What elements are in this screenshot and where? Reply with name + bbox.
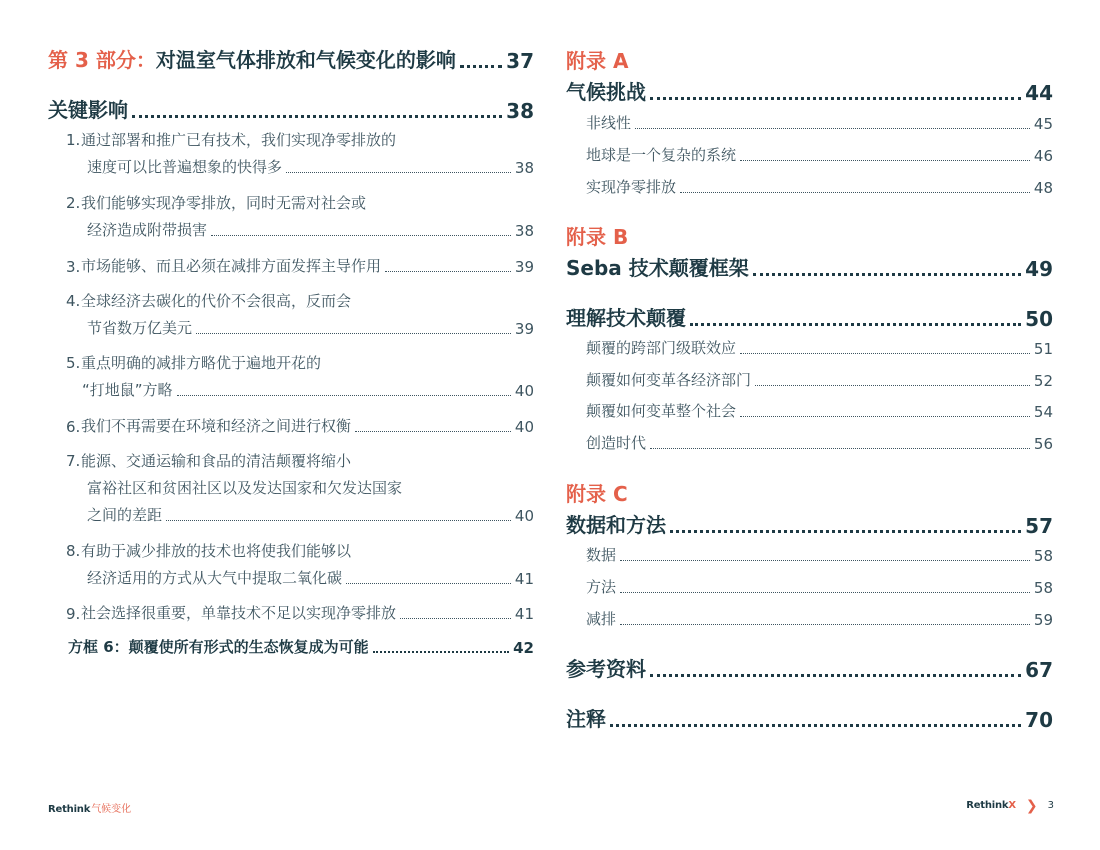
leader-dots: [385, 271, 511, 272]
leader-dots: [177, 395, 511, 396]
toc-entry-climate-challenge[interactable]: [566, 76, 1053, 105]
leader-dots: [690, 323, 1021, 326]
item-page: 40: [514, 418, 534, 436]
sub-page: 45: [1033, 115, 1053, 133]
data-methods-title: 数据和方法: [566, 513, 666, 537]
item-page: 40: [514, 507, 534, 525]
toc-entry-seba-framework[interactable]: [566, 252, 1053, 281]
sub-label: 颠覆如何变革各经济部门: [586, 371, 752, 389]
part3-page: 37: [506, 49, 534, 73]
item-line: 我们不再需要在环境和经济之间进行权衡: [81, 417, 352, 435]
leader-dots: [740, 353, 1030, 354]
leader-dots: [740, 416, 1030, 417]
toc-item-5[interactable]: [66, 352, 534, 400]
item-line: 经济造成附带损害: [87, 221, 208, 239]
toc-entry-notes[interactable]: [566, 703, 1053, 732]
leader-dots: [740, 160, 1030, 161]
references-title: 参考资料: [566, 657, 646, 681]
leader-dots: [670, 530, 1021, 533]
leader-dots: [286, 172, 511, 173]
key-impacts-label: 关键影响: [48, 98, 128, 122]
leader-dots: [755, 385, 1030, 386]
item-line: 全球经济去碳化的代价不会很高，反而会: [81, 292, 352, 310]
item-line: 我们能够实现净零排放，同时无需对社会或: [81, 194, 367, 212]
item-page: 38: [514, 159, 534, 177]
sub-label: 非线性: [586, 114, 632, 132]
references-page: 67: [1025, 658, 1053, 682]
item-line: 速度可以比普遍想象的快得多: [87, 158, 283, 176]
leader-dots: [620, 560, 1030, 561]
footer-right: [966, 797, 1054, 814]
leader-dots: [620, 592, 1030, 593]
item-number: 9.: [66, 605, 81, 623]
toc-item-2[interactable]: [66, 192, 534, 240]
item-page: 41: [514, 570, 534, 588]
item-line: 通过部署和推广已有技术，我们实现净零排放的: [81, 131, 397, 149]
toc-item-6[interactable]: [66, 415, 534, 436]
toc-sub-cascade[interactable]: [586, 337, 1053, 358]
item-line: 有助于减少排放的技术也将使我们能够以: [81, 542, 352, 560]
leader-dots: [132, 115, 502, 118]
item-number: 3.: [66, 258, 81, 276]
toc-entry-key-impacts[interactable]: [48, 94, 534, 123]
part3-label: 对温室气体排放和气候变化的影响: [155, 48, 456, 72]
leader-dots: [650, 448, 1030, 449]
chevron-right-icon: ❯: [1025, 797, 1038, 814]
leader-dots: [680, 192, 1030, 193]
toc-item-8[interactable]: [66, 540, 534, 588]
sub-page: 46: [1033, 147, 1053, 165]
understanding-page: 50: [1025, 307, 1053, 331]
item-number: 7.: [66, 452, 81, 470]
item-line: 能源、交通运输和食品的清洁颠覆将缩小: [81, 452, 352, 470]
box6-label: 方框 6：颠覆使所有形式的生态恢复成为可能: [68, 638, 369, 656]
logo-text: Rethink: [966, 800, 1009, 811]
footer-brand-subtitle: 气候变化: [91, 804, 132, 815]
item-line: 节省数万亿美元: [87, 319, 193, 337]
item-number: 5.: [66, 354, 81, 372]
key-impacts-page: 38: [506, 99, 534, 123]
toc-entry-data-methods[interactable]: [566, 509, 1053, 538]
sub-label: 地球是一个复杂的系统: [586, 146, 737, 164]
box6-page: 42: [513, 639, 534, 657]
toc-entry-part3[interactable]: [48, 44, 534, 73]
leader-dots: [373, 651, 509, 653]
toc-item-7[interactable]: [66, 450, 534, 525]
footer-brand-name: Rethink: [48, 804, 91, 815]
leader-dots: [355, 431, 511, 432]
leader-dots: [650, 97, 1021, 100]
leader-dots: [753, 273, 1021, 276]
toc-sub-creating-era[interactable]: [586, 432, 1053, 453]
footer-brand-left: [48, 800, 131, 815]
seba-framework-title: Seba 技术颠覆框架: [566, 256, 749, 280]
toc-item-1[interactable]: [66, 129, 534, 177]
leader-dots: [166, 520, 511, 521]
item-page: 39: [514, 258, 534, 276]
sub-label: 减排: [586, 610, 617, 628]
sub-page: 52: [1033, 372, 1053, 390]
item-number: 1.: [66, 131, 81, 149]
sub-label: 颠覆如何变革整个社会: [586, 402, 737, 420]
item-number: 6.: [66, 418, 81, 436]
toc-sub-complex-system[interactable]: [586, 144, 1053, 165]
toc-sub-society[interactable]: [586, 400, 1053, 421]
item-page: 41: [514, 605, 534, 623]
item-line: 富裕社区和贫困社区以及发达国家和欠发达国家: [87, 479, 403, 497]
sub-page: 51: [1033, 340, 1053, 358]
notes-title: 注释: [566, 707, 606, 731]
leader-dots: [196, 333, 511, 334]
climate-challenge-title: 气候挑战: [566, 80, 646, 104]
toc-item-9[interactable]: [66, 602, 534, 623]
sub-page: 56: [1033, 435, 1053, 453]
toc-sub-sectors[interactable]: [586, 369, 1053, 390]
item-line: 之间的差距: [87, 506, 163, 524]
item-line: 市场能够、而且必须在减排方面发挥主导作用: [81, 257, 382, 275]
item-line: 重点明确的减排方略优于遍地开花的: [81, 354, 322, 372]
leader-dots: [400, 618, 511, 619]
notes-page: 70: [1025, 708, 1053, 732]
sub-label: 颠覆的跨部门级联效应: [586, 339, 737, 357]
item-page: 38: [514, 222, 534, 240]
item-line: “打地鼠”方略: [82, 381, 173, 399]
sub-label: 创造时代: [586, 434, 647, 452]
logo-x: X: [1008, 800, 1016, 811]
sub-label: 数据: [586, 546, 617, 564]
item-page: 39: [514, 320, 534, 338]
leader-dots: [211, 235, 511, 236]
toc-sub-nonlinearity[interactable]: [586, 112, 1053, 133]
toc-item-3[interactable]: [66, 255, 534, 276]
item-line: 经济适用的方式从大气中提取二氧化碳: [87, 569, 343, 587]
toc-entry-references[interactable]: [566, 653, 1053, 682]
leader-dots: [650, 674, 1021, 677]
sub-label: 实现净零排放: [586, 178, 677, 196]
toc-entry-box6[interactable]: [68, 636, 534, 657]
part3-label-accent: 第 3 部分：: [48, 48, 156, 72]
item-number: 2.: [66, 194, 81, 212]
item-line: 社会选择很重要，单靠技术不足以实现净零排放: [81, 604, 397, 622]
toc-sub-emissions[interactable]: [586, 608, 1053, 629]
footer-rethinkx-logo: [966, 800, 1016, 811]
climate-challenge-page: 44: [1025, 81, 1053, 105]
sub-page: 54: [1033, 403, 1053, 421]
data-methods-page: 57: [1025, 514, 1053, 538]
toc-sub-net-zero[interactable]: [586, 176, 1053, 197]
leader-dots: [635, 128, 1030, 129]
toc-item-4[interactable]: [66, 290, 534, 338]
leader-dots: [346, 583, 511, 584]
leader-dots: [620, 624, 1030, 625]
appendix-b-label: 附录 B: [566, 225, 629, 249]
seba-framework-page: 49: [1025, 257, 1053, 281]
appendix-c-label: 附录 C: [566, 482, 628, 506]
sub-page: 59: [1033, 611, 1053, 629]
sub-page: 58: [1033, 547, 1053, 565]
sub-label: 方法: [586, 578, 617, 596]
leader-dots: [610, 724, 1021, 727]
leader-dots: [460, 65, 502, 68]
understanding-title: 理解技术颠覆: [566, 306, 686, 330]
sub-page: 58: [1033, 579, 1053, 597]
toc-sub-methods[interactable]: [586, 576, 1053, 597]
item-number: 4.: [66, 292, 81, 310]
item-number: 8.: [66, 542, 81, 560]
toc-entry-understanding-disruption[interactable]: [566, 302, 1053, 331]
sub-page: 48: [1033, 179, 1053, 197]
toc-sub-data[interactable]: [586, 544, 1053, 565]
item-page: 40: [514, 382, 534, 400]
page-number: 3: [1047, 800, 1054, 811]
appendix-a-label: 附录 A: [566, 49, 629, 73]
